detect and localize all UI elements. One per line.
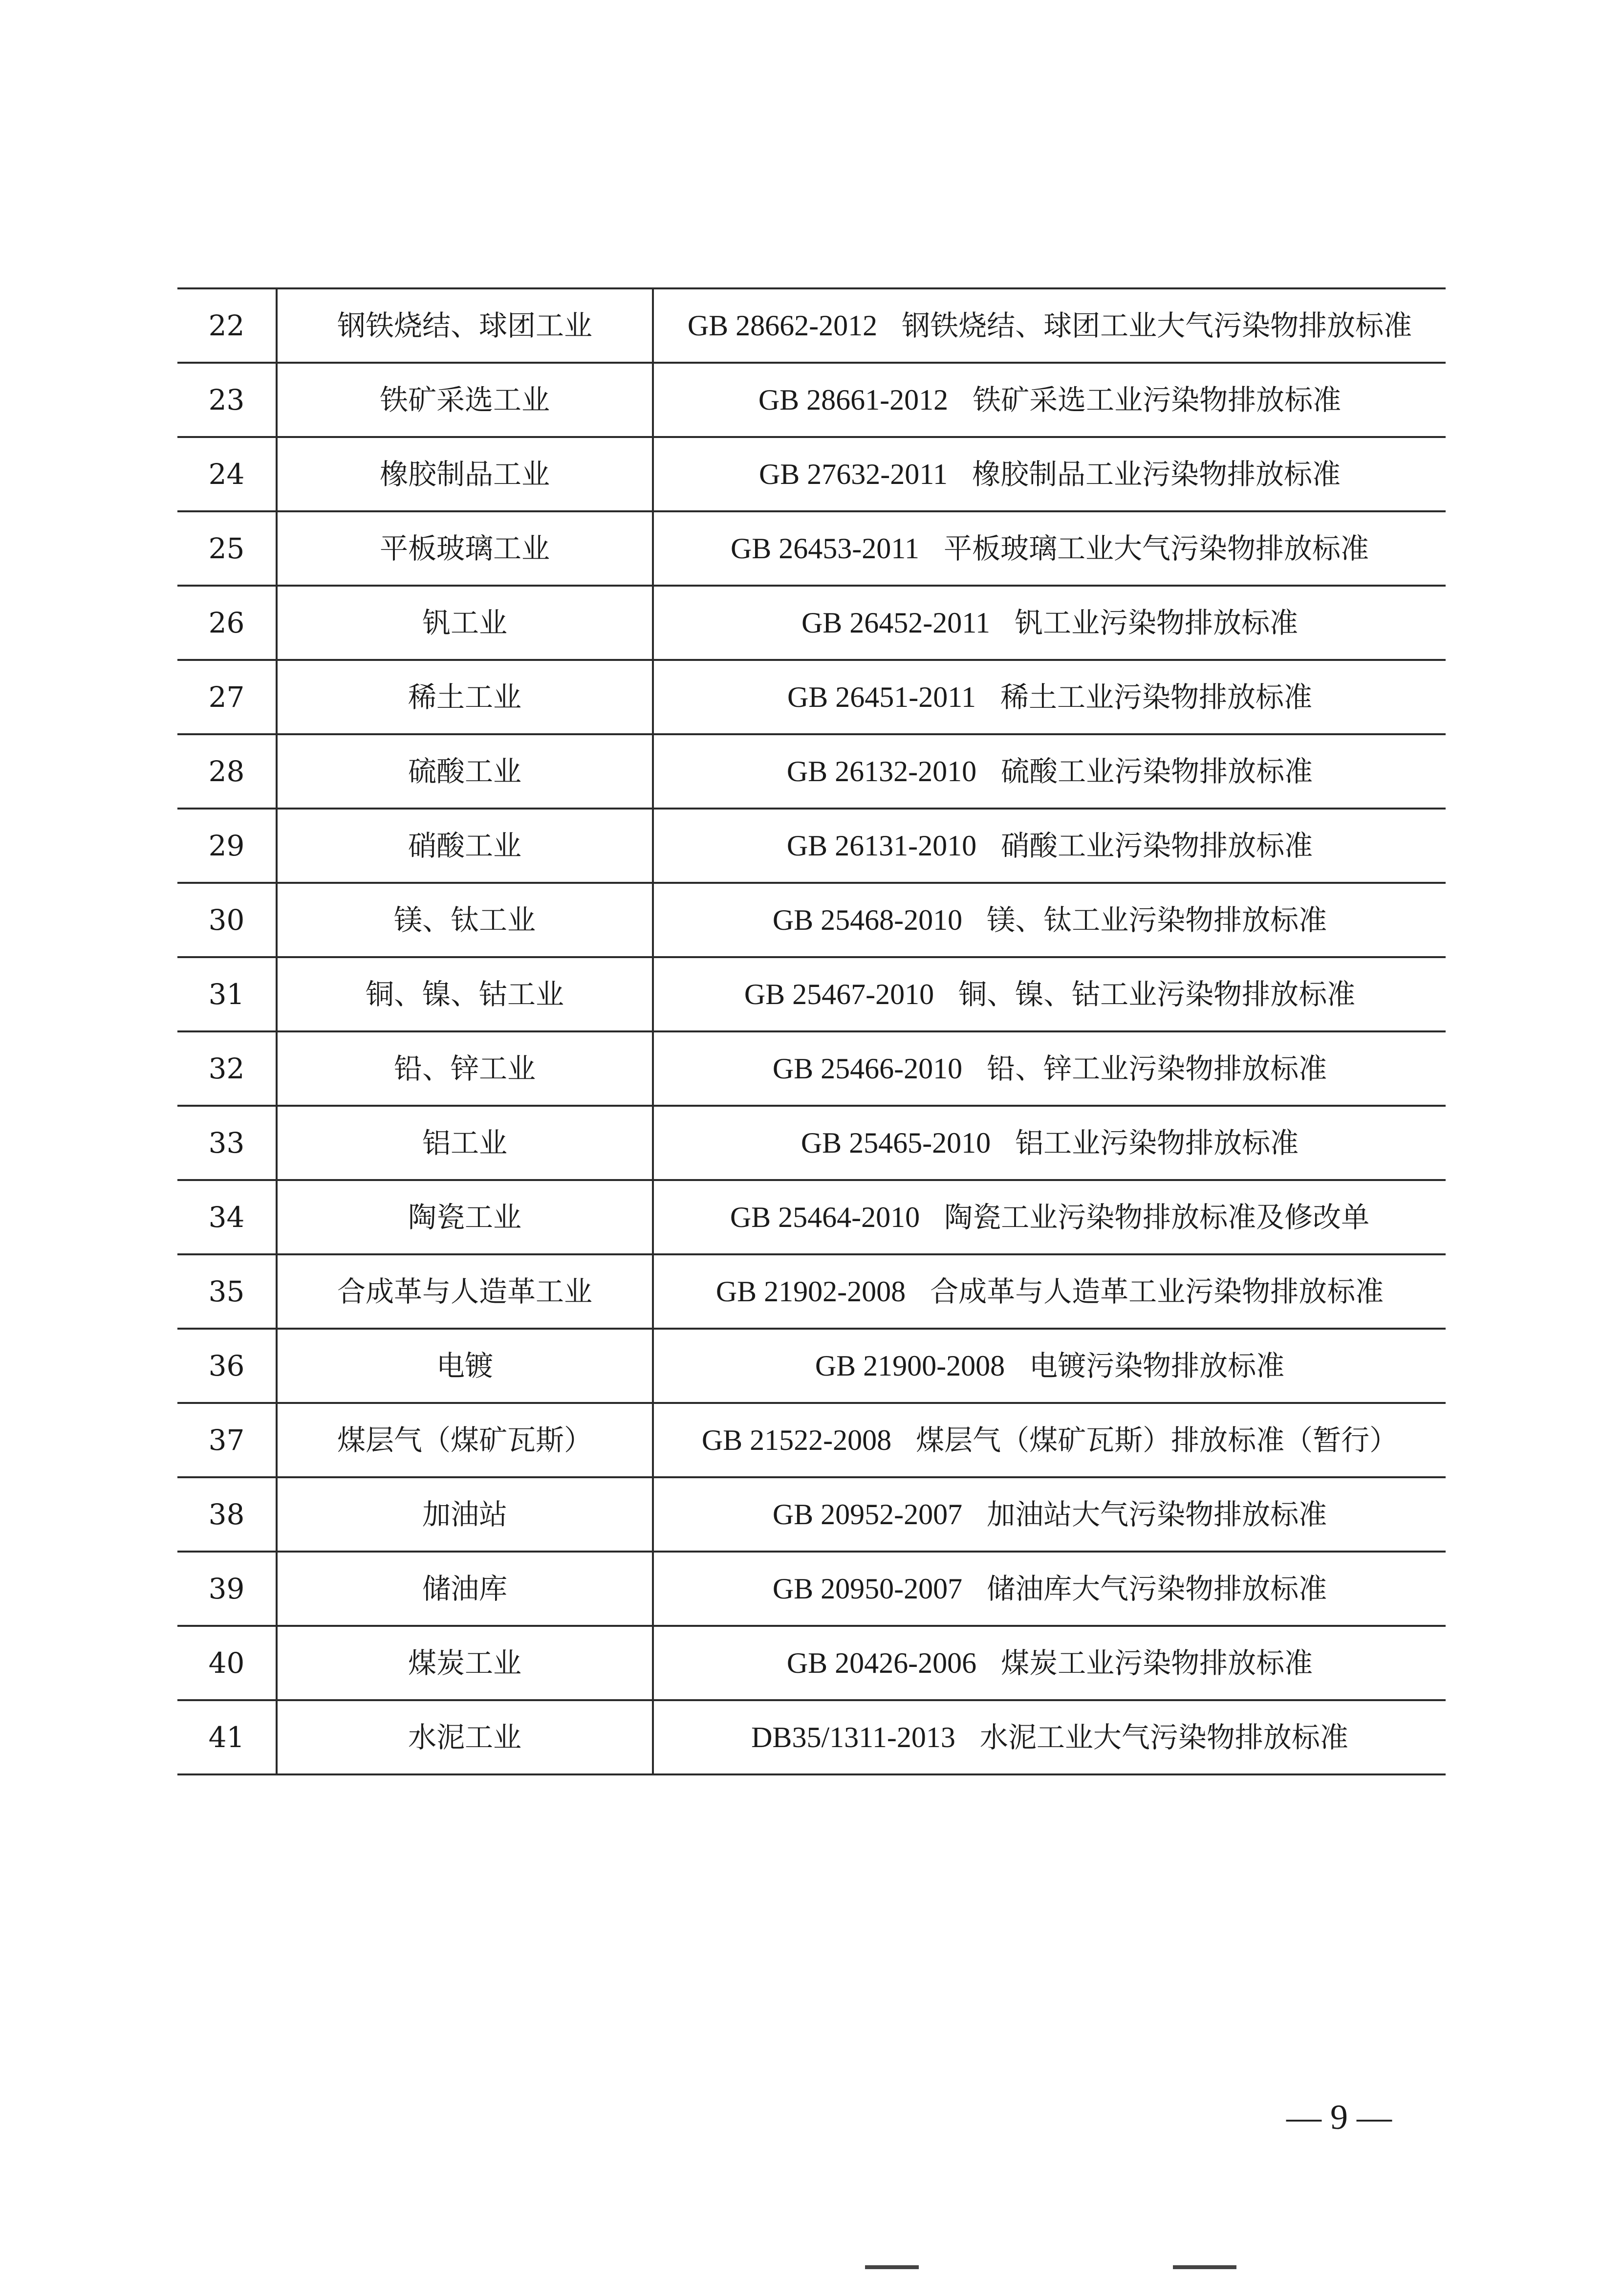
standard-title: 煤炭工业污染物排放标准 [1001,1646,1313,1680]
standard-code: GB 25467-2010 [744,978,934,1010]
standard-code: GB 20950-2007 [772,1573,963,1605]
row-number: 39 [177,1552,277,1626]
standard-title: 平板玻璃工业大气污染物排放标准 [944,532,1369,565]
table-row [177,957,1446,1031]
standard-title: 钢铁烧结、球团工业大气污染物排放标准 [902,309,1412,342]
standard-code: GB 26131-2010 [786,830,977,862]
row-number: 31 [177,957,277,1031]
standard-text [787,757,1313,786]
standard-cell [653,734,1446,809]
standard-title: 煤层气（煤矿瓦斯）排放标准（暂行） [916,1423,1398,1457]
standard-code: GB 25464-2010 [730,1201,920,1233]
standard-text [758,385,1341,415]
standard-cell [653,1626,1446,1700]
standard-text [688,311,1412,340]
standard-cell [653,1700,1446,1774]
row-number: 36 [177,1329,277,1403]
standard-cell [653,1552,1446,1626]
standard-text [759,460,1341,489]
table-row [177,511,1446,586]
industry-cell: 硫酸工业 [277,734,653,809]
row-number: 38 [177,1477,277,1552]
standard-code: GB 26452-2011 [801,607,991,639]
standard-title: 铜、镍、钴工业污染物排放标准 [958,978,1356,1011]
standard-text [744,980,1355,1009]
industry-cell: 橡胶制品工业 [277,437,653,511]
table-row [177,734,1446,809]
standard-cell [653,1477,1446,1552]
scan-edge-mark-left [865,2265,919,2269]
row-number: 23 [177,363,277,437]
table-body [177,288,1446,1774]
standard-title: 钒工业污染物排放标准 [1015,606,1299,639]
industry-cell: 镁、钛工业 [277,883,653,957]
industry-cell: 钒工业 [277,586,653,660]
standard-code: GB 26451-2011 [787,681,976,713]
table-row [177,883,1446,957]
row-number: 33 [177,1106,277,1180]
standard-title: 水泥工业大气污染物排放标准 [979,1721,1348,1754]
industry-cell: 煤层气（煤矿瓦斯） [277,1403,653,1477]
table-row [177,288,1446,363]
industry-cell: 储油库 [277,1552,653,1626]
emission-standards-table [177,287,1446,1775]
standard-title: 铁矿采选工业污染物排放标准 [973,383,1342,416]
standard-cell [653,660,1446,734]
standard-title: 铅、锌工业污染物排放标准 [987,1052,1327,1085]
row-number: 35 [177,1254,277,1329]
table-row [177,1254,1446,1329]
row-number: 37 [177,1403,277,1477]
table-row [177,1403,1446,1477]
row-number: 40 [177,1626,277,1700]
standard-title: 硫酸工业污染物排放标准 [1001,755,1313,788]
standard-code: GB 20426-2006 [786,1647,977,1679]
standard-cell [653,437,1446,511]
standard-cell [653,363,1446,437]
standard-title: 硝酸工业污染物排放标准 [1001,829,1313,862]
industry-cell: 钢铁烧结、球团工业 [277,288,653,363]
standard-text [801,1128,1299,1158]
standard-code: GB 21900-2008 [815,1350,1005,1382]
standard-text [751,1723,1348,1752]
standard-code: GB 25466-2010 [772,1052,963,1085]
standard-text [716,1277,1384,1306]
industry-cell: 铁矿采选工业 [277,363,653,437]
industry-cell: 煤炭工业 [277,1626,653,1700]
standard-title: 镁、钛工业污染物排放标准 [987,903,1327,937]
standard-title: 电镀污染物排放标准 [1029,1349,1285,1382]
table-row [177,1626,1446,1700]
standard-cell [653,288,1446,363]
standard-text [815,1351,1284,1380]
table-row [177,1106,1446,1180]
row-number: 34 [177,1180,277,1254]
standard-code: GB 20952-2007 [772,1498,963,1531]
row-number: 32 [177,1031,277,1106]
industry-cell: 加油站 [277,1477,653,1552]
standard-title: 橡胶制品工业污染物排放标准 [972,458,1341,491]
standard-text [702,1425,1398,1455]
standard-cell [653,957,1446,1031]
industry-cell: 硝酸工业 [277,809,653,883]
standard-cell [653,1329,1446,1403]
standard-code: GB 28662-2012 [687,309,878,342]
industry-cell: 平板玻璃工业 [277,511,653,586]
row-number: 29 [177,809,277,883]
standard-title: 储油库大气污染物排放标准 [987,1572,1327,1605]
standard-cell [653,1254,1446,1329]
row-number: 26 [177,586,277,660]
row-number: 22 [177,288,277,363]
table-row [177,586,1446,660]
industry-cell: 稀土工业 [277,660,653,734]
standard-code: GB 27632-2011 [758,458,948,490]
table-row [177,1477,1446,1552]
standard-title: 铝工业污染物排放标准 [1015,1126,1299,1160]
row-number: 24 [177,437,277,511]
standard-text [730,1203,1369,1232]
table-row [177,1031,1446,1106]
standard-text [773,1574,1327,1603]
industry-cell: 水泥工业 [277,1700,653,1774]
scan-edge-mark-right [1173,2265,1236,2269]
page-number: — 9 — [1286,2098,1392,2137]
standard-text [773,1500,1327,1529]
table-row [177,363,1446,437]
standard-cell [653,511,1446,586]
industry-cell: 合成革与人造革工业 [277,1254,653,1329]
industry-cell: 铜、镍、钴工业 [277,957,653,1031]
table-row [177,1700,1446,1774]
standard-code: GB 28661-2012 [758,384,949,416]
industry-cell: 陶瓷工业 [277,1180,653,1254]
standard-cell [653,883,1446,957]
industry-cell: 铅、锌工业 [277,1031,653,1106]
standard-cell [653,809,1446,883]
table-row [177,437,1446,511]
standard-code: GB 26453-2011 [730,532,920,565]
standard-text [787,682,1312,712]
table-row [177,660,1446,734]
table-row [177,1552,1446,1626]
table-row [177,1329,1446,1403]
standard-title: 加油站大气污染物排放标准 [987,1498,1327,1531]
standard-text [787,1648,1313,1678]
standard-cell [653,586,1446,660]
standard-cell [653,1106,1446,1180]
standard-title: 稀土工业污染物排放标准 [1000,680,1313,714]
row-number: 25 [177,511,277,586]
standard-code: DB35/1311-2013 [751,1721,955,1753]
standard-code: GB 21902-2008 [715,1275,906,1308]
standard-text [787,831,1313,860]
standard-cell [653,1180,1446,1254]
standard-title: 合成革与人造革工业污染物排放标准 [930,1275,1384,1308]
standard-text [773,1054,1327,1083]
row-number: 28 [177,734,277,809]
row-number: 27 [177,660,277,734]
table-row [177,809,1446,883]
standard-text [773,905,1327,935]
row-number: 30 [177,883,277,957]
row-number: 41 [177,1700,277,1774]
standard-code: GB 25465-2010 [801,1127,991,1159]
standard-cell [653,1031,1446,1106]
standard-cell [653,1403,1446,1477]
table-row [177,1180,1446,1254]
standard-title: 陶瓷工业污染物排放标准及修改单 [944,1201,1370,1234]
standard-code: GB 21522-2008 [701,1424,892,1456]
standard-code: GB 26132-2010 [786,755,977,788]
industry-cell: 铝工业 [277,1106,653,1180]
standard-text [731,534,1369,563]
standard-text [801,608,1298,637]
industry-cell: 电镀 [277,1329,653,1403]
standard-code: GB 25468-2010 [772,904,963,936]
